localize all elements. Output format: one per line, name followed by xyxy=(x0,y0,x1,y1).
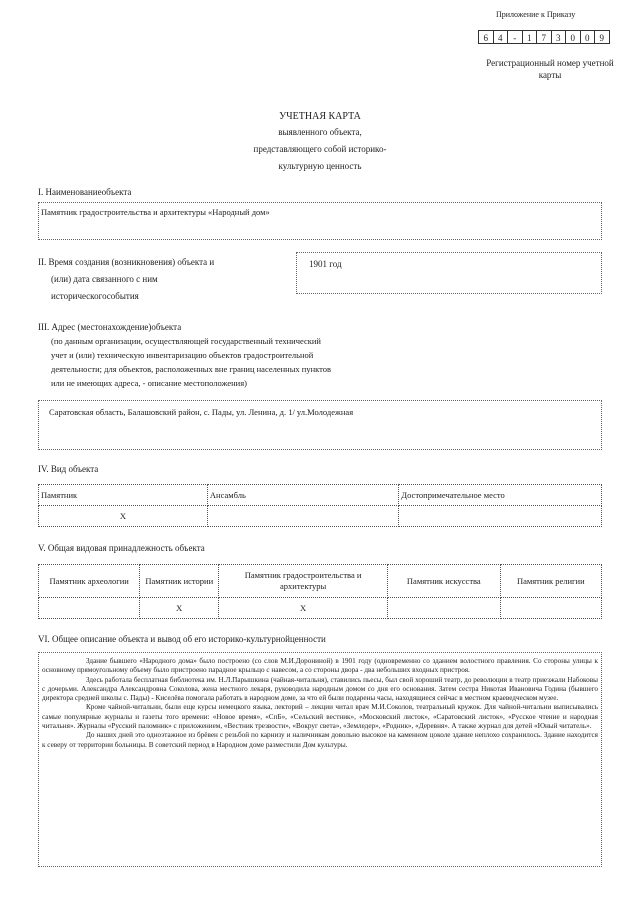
type-header-place: Достопримечательное место xyxy=(399,485,602,506)
type-mark-monument: X xyxy=(39,506,208,527)
section5-heading: V. Общая видовая принадлежность объекта xyxy=(38,543,205,553)
title-line3: представляющего собой историко- xyxy=(253,144,387,154)
creation-date-box xyxy=(296,252,602,294)
section3-line5: или не имеющих адреса, - описание местоположения) xyxy=(51,378,247,388)
section2-line1: II. Время создания (возникновения) объекта и xyxy=(38,257,215,267)
type-header-monument: Памятник xyxy=(39,485,208,506)
category-mark-archaeology xyxy=(39,598,140,619)
section1-heading: I. Наименованиеобъекта xyxy=(38,187,132,197)
registration-number xyxy=(478,30,609,44)
title-line2: выявленного объекта, xyxy=(278,127,362,137)
category-mark-architecture: X xyxy=(219,598,388,619)
appendix-label: Приложение к Приказу xyxy=(496,10,576,19)
type-mark-ensemble xyxy=(207,506,398,527)
registration-caption-line1: Регистрационный номер учетной xyxy=(486,58,614,68)
category-header-row xyxy=(39,565,602,598)
title-line4: культурную ценность xyxy=(278,161,362,171)
page-title xyxy=(220,110,420,175)
object-category-table xyxy=(38,564,602,619)
object-type-mark-row xyxy=(39,506,602,527)
category-header-religion: Памятник религии xyxy=(500,565,601,598)
registration-cell: 0 xyxy=(580,30,596,44)
section2-heading xyxy=(38,254,278,305)
category-mark-history: X xyxy=(140,598,219,619)
section2-line3: историческогособытия xyxy=(51,291,139,301)
category-mark-row xyxy=(39,598,602,619)
object-type-table xyxy=(38,484,602,527)
object-type-header-row xyxy=(39,485,602,506)
address-box xyxy=(38,400,602,450)
section6-heading: VI. Общее описание объекта и вывод об его историко-культурнойценности xyxy=(38,634,326,644)
registration-cell: 4 xyxy=(493,30,509,44)
section3-heading xyxy=(38,320,598,390)
section2-line2: (или) дата связанного с ним xyxy=(51,274,158,284)
address: Саратовская область, Балашовский район, с. Пады, ул. Ленина, д. 1/ ул.Молодежная xyxy=(49,407,354,417)
description-paragraph-1: Здание бывшего «Народного дома» было построено (со слов М.И.Дорониной) в 1901 году (одновременно со зданием волостного правления. Со стороны улицы к основному прямоугольному объему было пристроено парадное крыльцо с навесом, а со стороны двора - два небольших входных пристроя. xyxy=(42,657,598,675)
creation-date: 1901 год xyxy=(309,259,342,269)
category-header-archaeology: Памятник археологии xyxy=(39,565,140,598)
object-name: Памятник градостроительства и архитектуры «Народный дом» xyxy=(41,207,270,217)
registration-cell: 6 xyxy=(478,30,494,44)
category-mark-art xyxy=(388,598,501,619)
registration-cell: 1 xyxy=(522,30,538,44)
type-mark-place xyxy=(399,506,602,527)
section3-line4: деятельности; для объектов, расположенных вне границ населенных пунктов xyxy=(51,364,332,374)
description-box xyxy=(38,652,602,867)
registration-caption xyxy=(466,57,634,81)
registration-cell: 7 xyxy=(536,30,552,44)
category-mark-religion xyxy=(500,598,601,619)
section3-line2: (по данным организации, осуществляющей государственный технический xyxy=(51,336,321,346)
type-header-ensemble: Ансамбль xyxy=(207,485,398,506)
description-paragraph-4: До наших дней это одноэтажное из брёвен с резьбой по карнизу и наличникам довольно высокое на каменном цоколе здание неплохо сохранилось. Здание находится к северу от территории больницы. В советский период в Народном доме разместили Дом культуры. xyxy=(42,731,598,749)
description-paragraph-3: Кроме чайной-читальни, были еще курсы немецкого языка, лекторий – лекции читал врач М.И.Соколов, театральный кружок. Для чайной-читальни выписывались самые популярные журналы и газеты того времени: «Новое время», «СпБ», «Сельский вестник», «Московский листок», «Саратовский листок», «Русское чтение и народная читальня». Журналы «Русский паломник» с приложением, «Вестник трезвости», «Вокруг света», «Земледер», «Родник», «Деревня». А также журнал для детей «Юный читатель». xyxy=(42,703,598,731)
category-header-art: Памятник искусства xyxy=(388,565,501,598)
registration-cell: 0 xyxy=(565,30,581,44)
category-header-architecture: Памятник градостроительства и архитектуры xyxy=(219,565,388,598)
object-name-box xyxy=(38,202,602,240)
category-header-history: Памятник истории xyxy=(140,565,219,598)
registration-cell: 3 xyxy=(551,30,567,44)
registration-cell: 9 xyxy=(594,30,610,44)
description-paragraph-2: Здесь работала бесплатная библиотека им. Н.Л.Парышкина (чайная-читальня), ставились пьесы, был свой хороший театр, до революции в театр приезжали Набоковы с дочерьми. Александра Александровна Соколова, жена местного лекаря, руководила народным домом со дня его основания. Затем сестра Никотая Ивановича Година (бывшего директора средней школы с. Пады) - Киселёва помогала работать в народном доме, за что ей были подарены часы, находящиеся сейчас в местном краеведческом музее. xyxy=(42,675,598,703)
section4-heading: IV. Вид объекта xyxy=(38,464,99,474)
registration-cell: - xyxy=(507,30,523,44)
section3-line3: учет и (или) техническую инвентаризацию объектов градостроительной xyxy=(51,350,314,360)
registration-caption-line2: карты xyxy=(538,70,562,80)
section3-line1: III. Адрес (местонахождение)объекта xyxy=(38,322,182,332)
title-line1: УЧЕТНАЯ КАРТА xyxy=(279,111,361,122)
